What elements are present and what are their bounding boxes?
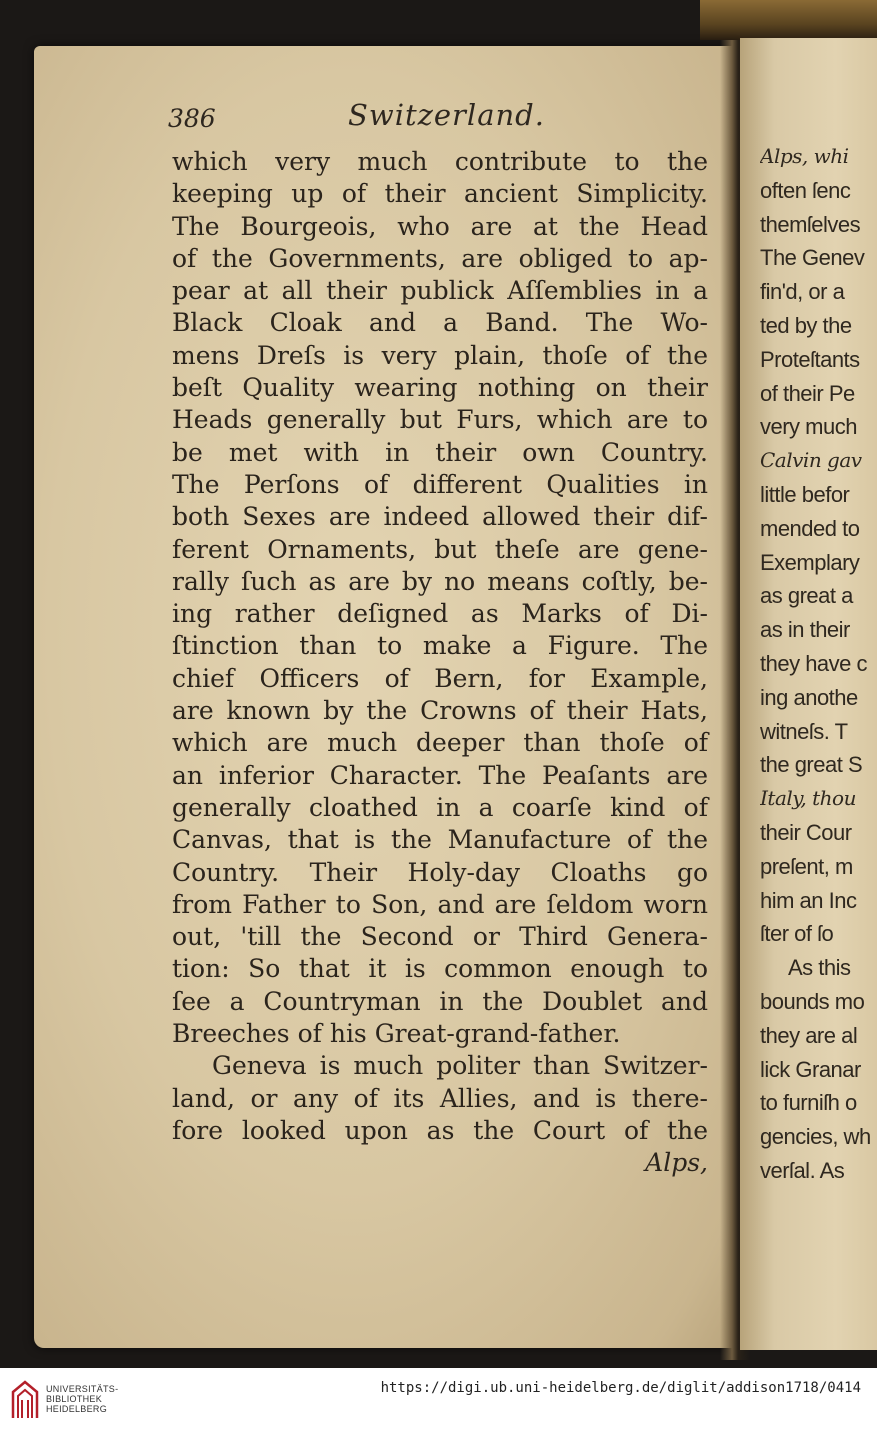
facing-line: bounds mo <box>760 988 865 1014</box>
text-line: rally ſuch as are by no means coſtly, be- <box>172 566 708 596</box>
text-line: Geneva is much politer than Switzer- <box>212 1051 708 1081</box>
text-line: an inferior Character. The Peaſants are <box>172 760 708 790</box>
text-line: ferent Ornaments, but theſe are gene- <box>172 534 708 564</box>
text-line: pear at all their publick Aſſemblies in a <box>172 276 708 306</box>
text-line: Breeches of his Great-grand-father. <box>172 1019 621 1049</box>
text-line: out, 'till the Second or Third Genera- <box>172 922 708 952</box>
text-line: Heads generally but Furs, which are to <box>172 405 708 435</box>
facing-line: Proteſtants <box>760 346 860 372</box>
facing-line: their Cour <box>760 819 852 845</box>
text-line: ſee a Countryman in the Doublet and <box>172 986 708 1016</box>
facing-line: ted by the <box>760 312 852 338</box>
text-line: Canvas, that is the Manufacture of the <box>172 825 708 855</box>
facing-line: Calvin gav <box>760 448 862 473</box>
facing-line: lick Granar <box>760 1056 861 1082</box>
facing-page-text <box>760 140 877 1188</box>
text-line: ing rather deſigned as Marks of Di- <box>172 599 708 629</box>
text-line: keeping up of their ancient Simplicity. <box>172 179 708 209</box>
text-line: fore looked upon as the Court of the <box>172 1115 708 1145</box>
facing-line: preſent, m <box>760 853 853 879</box>
text-line: tion: So that it is common enough to <box>172 954 708 984</box>
facing-line: as great a <box>760 583 853 609</box>
text-line: both Sexes are indeed allowed their dif- <box>172 502 708 532</box>
facing-line: ſter of ſo <box>760 921 834 947</box>
footer-bar <box>0 1368 877 1433</box>
facing-line: the great S <box>760 752 863 778</box>
facing-line: mended to <box>760 515 860 541</box>
facing-line: themſelves <box>760 211 861 237</box>
facing-line: they have c <box>760 650 868 676</box>
text-line: which are much deeper than thoſe of <box>172 728 708 758</box>
text-line: chief Officers of Bern, for Example, <box>172 663 708 693</box>
facing-line: fin'd, or a <box>760 279 845 305</box>
library-name-line: BIBLIOTHEK <box>46 1394 103 1404</box>
facing-line: witneſs. T <box>760 718 848 744</box>
facing-line: The Genev <box>760 245 865 271</box>
facing-line: Italy, thou <box>760 786 856 811</box>
book-cover-edge <box>700 0 877 40</box>
facing-line: As this <box>788 955 851 981</box>
facing-line: gencies, wh <box>760 1124 871 1150</box>
library-name <box>46 1384 118 1414</box>
facing-line: often ſenc <box>760 177 851 203</box>
page-body-text <box>172 146 708 1180</box>
page-number: 386 <box>168 104 216 133</box>
text-line: ſtinction than to make a Figure. The <box>172 631 708 661</box>
facing-line: to furniſh o <box>760 1090 857 1116</box>
text-line: The Bourgeois, who are at the Head <box>172 211 708 241</box>
text-line: Country. Their Holy-day Cloaths go <box>172 857 708 887</box>
text-line: land, or any of its Allies, and is there- <box>172 1083 708 1113</box>
running-head: Switzerland. <box>348 98 545 132</box>
facing-line: Exemplary <box>760 549 860 575</box>
text-line: mens Dreſs is very plain, thoſe of the <box>172 340 708 370</box>
facing-line: as in their <box>760 617 850 643</box>
text-line: be met with in their own Country. <box>172 437 708 467</box>
text-line: which very much contribute to the <box>172 147 708 176</box>
text-line: are known by the Crowns of their Hats, <box>172 696 708 726</box>
facing-line: ing anothe <box>760 684 858 710</box>
facing-line: verſal. As <box>760 1157 845 1183</box>
text-line: generally cloathed in a coarſe kind of <box>172 792 708 822</box>
source-url-link[interactable]: https://digi.ub.uni-heidelberg.de/diglit/addison1718/0414 <box>380 1380 861 1396</box>
text-line: from Father to Son, and are ſeldom worn <box>172 889 708 919</box>
facing-line: Alps, whi <box>760 144 849 168</box>
library-name-line: HEIDELBERG <box>46 1404 108 1414</box>
catchword: Alps, <box>645 1148 708 1178</box>
text-line: The Perſons of different Qualities in <box>172 469 708 499</box>
library-name-line: UNIVERSITÄTS- <box>46 1384 119 1394</box>
facing-line: very much <box>760 414 857 440</box>
text-line: beſt Quality wearing nothing on their <box>172 373 708 403</box>
text-line: Black Cloak and a Band. The Wo- <box>172 308 708 338</box>
page-header <box>168 98 688 140</box>
facing-line: they are al <box>760 1022 858 1048</box>
facing-line: him an Inc <box>760 887 857 913</box>
library-logo-icon <box>10 1378 40 1420</box>
facing-line: little befor <box>760 481 850 507</box>
text-line: of the Governments, are obliged to ap- <box>172 243 708 273</box>
facing-line: of their Pe <box>760 380 855 406</box>
